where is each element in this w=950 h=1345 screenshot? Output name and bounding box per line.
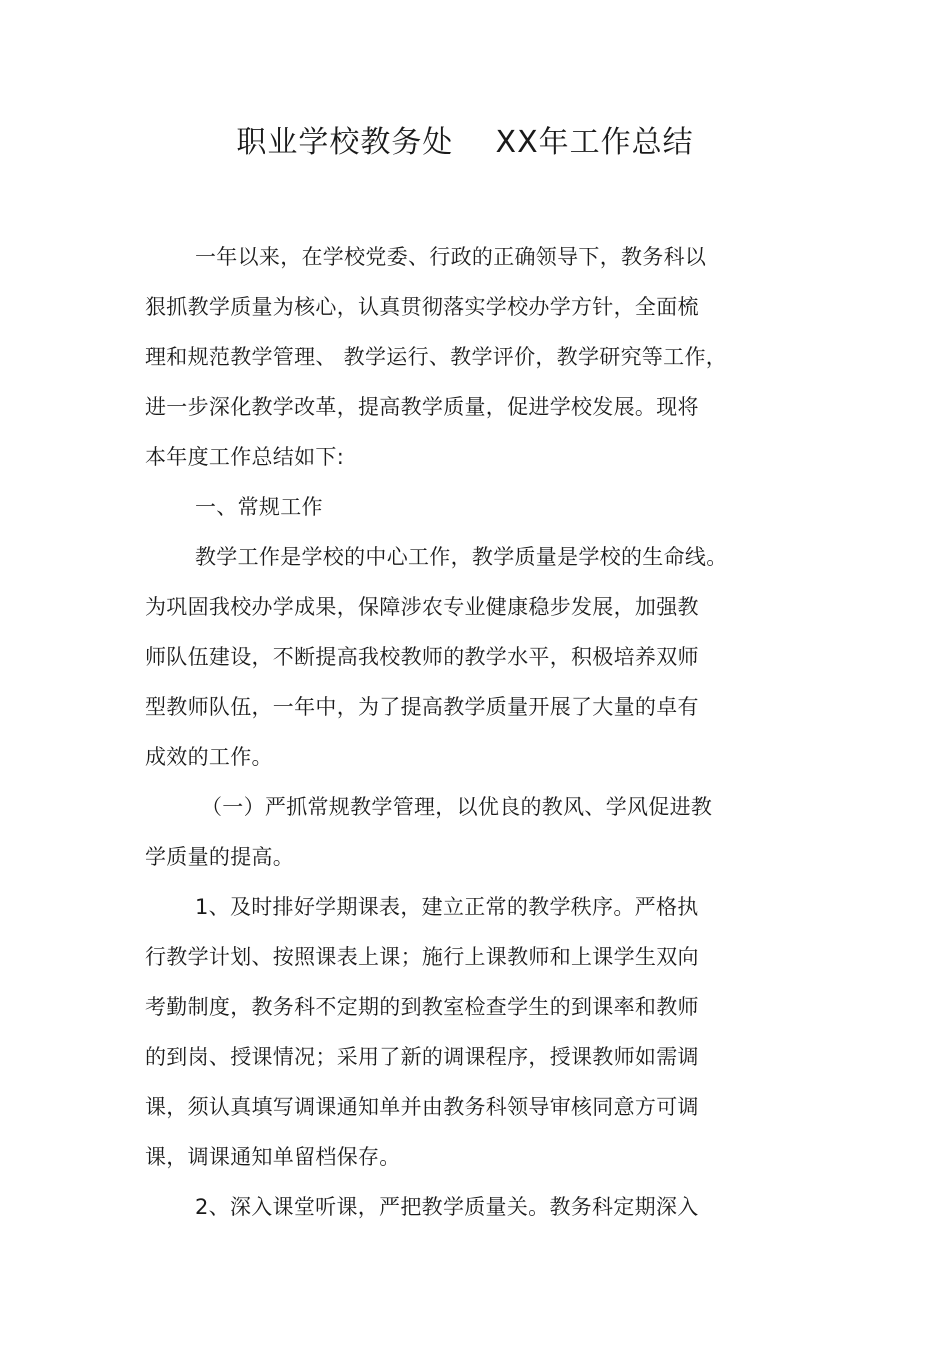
- text-line: 考勤制度，教务科不定期的到教室检查学生的到课率和教师: [145, 995, 699, 1019]
- text-line: 的到岗、授课情况；采用了新的调课程序，授课教师如需调: [145, 1045, 699, 1069]
- text-line: 教学工作是学校的中心工作，教学质量是学校的生命线。: [195, 545, 728, 569]
- text-line: 课，须认真填写调课通知单并由教务科领导审核同意方可调: [145, 1095, 699, 1119]
- section-heading: 一、常规工作: [195, 495, 323, 519]
- text-line: 进一步深化教学改革，提高教学质量，促进学校发展。现将: [145, 395, 699, 419]
- text-line: 师队伍建设，不断提高我校教师的教学水平，积极培养双师: [145, 645, 699, 669]
- text-line: 行教学计划、按照课表上课；施行上课教师和上课学生双向: [145, 945, 699, 969]
- subsection-heading: （一）严抓常规教学管理，以优良的教风、学风促进教: [201, 795, 713, 819]
- document-body: [145, 232, 785, 1232]
- document-title: 职业学校教务处 XX年工作总结: [236, 125, 694, 160]
- text-line: 理和规范教学管理、 教学运行、教学评价，教学研究等工作，: [145, 345, 728, 369]
- text-line: 学质量的提高。: [145, 845, 295, 869]
- text-line: 课，调课通知单留档保存。: [145, 1145, 401, 1169]
- text-line: 一年以来，在学校党委、行政的正确领导下，教务科以: [195, 245, 707, 269]
- text-line: 1、及时排好学期课表，建立正常的教学秩序。严格执: [195, 895, 699, 919]
- text-line: 成效的工作。: [145, 745, 273, 769]
- text-line: 狠抓教学质量为核心，认真贯彻落实学校办学方针，全面梳: [145, 295, 699, 319]
- text-line: 型教师队伍，一年中，为了提高教学质量开展了大量的卓有: [145, 695, 699, 719]
- text-line: 2、深入课堂听课，严把教学质量关。教务科定期深入: [195, 1195, 699, 1219]
- text-line: 本年度工作总结如下:: [145, 445, 345, 469]
- text-line: 为巩固我校办学成果，保障涉农专业健康稳步发展，加强教: [145, 595, 699, 619]
